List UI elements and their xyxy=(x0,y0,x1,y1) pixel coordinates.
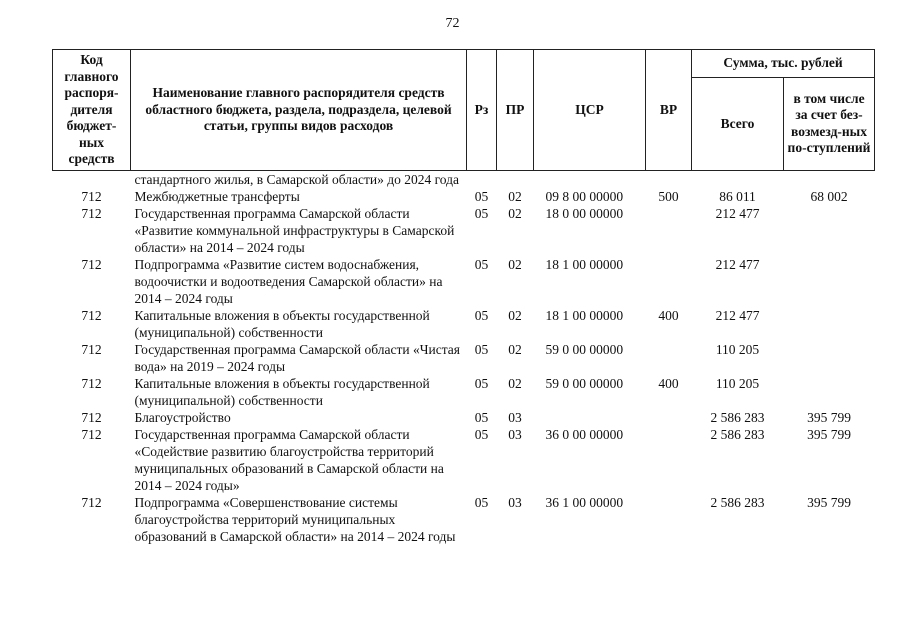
cell-rz: 05 xyxy=(474,341,489,357)
cell-grants xyxy=(784,256,875,307)
cell-grants: 395 799 xyxy=(807,426,851,442)
cell-code: 712 xyxy=(81,307,102,323)
table-row xyxy=(53,188,875,205)
cell-rz: 05 xyxy=(474,426,489,442)
header-csr: ЦСР xyxy=(534,50,646,171)
table-row xyxy=(53,426,875,494)
cell-rz: 05 xyxy=(474,256,489,272)
cell-csr: 36 1 00 00000 xyxy=(545,494,624,510)
cell-pr: 03 xyxy=(508,426,522,442)
cell-csr: 18 1 00 00000 xyxy=(545,256,624,272)
cell-grants xyxy=(784,341,875,375)
header-pr: ПР xyxy=(497,50,534,171)
cell-rz: 05 xyxy=(474,205,489,221)
cell-pr: 02 xyxy=(508,341,522,357)
cell-pr xyxy=(497,170,534,188)
cell-pr: 03 xyxy=(508,494,522,510)
cell-vr xyxy=(646,426,692,494)
cell-code: 712 xyxy=(81,375,102,391)
cell-rz: 05 xyxy=(474,188,489,204)
header-code: Код главного распоря-дителя бюджет-ных средств xyxy=(53,50,131,171)
cell-code xyxy=(53,170,131,188)
header-sum-group: Сумма, тыс. рублей xyxy=(692,50,875,78)
header-vr: ВР xyxy=(646,50,692,171)
cell-name: Капитальные вложения в объекты государственной (муниципальной) собственности xyxy=(134,307,430,340)
cell-total: 110 205 xyxy=(715,375,760,391)
cell-grants xyxy=(784,375,875,409)
cell-name: Подпрограмма «Развитие систем водоснабжения, водоочистки и водоотведения Самарской области» на 2014 – 2024 годы xyxy=(134,256,443,306)
cell-total: 212 477 xyxy=(715,205,760,221)
header-total: Всего xyxy=(692,78,784,171)
cell-grants: 395 799 xyxy=(807,409,851,425)
cell-csr: 18 1 00 00000 xyxy=(545,307,624,323)
table-row xyxy=(53,256,875,307)
cell-csr: 59 0 00 00000 xyxy=(545,375,624,391)
cell-total: 110 205 xyxy=(715,341,760,357)
cell-grants xyxy=(784,170,875,188)
cell-csr xyxy=(534,170,646,188)
table-row xyxy=(53,341,875,375)
cell-csr: 36 0 00 00000 xyxy=(545,426,624,442)
cell-name: стандартного жилья, в Самарской области» до 2024 года xyxy=(134,171,460,187)
cell-vr xyxy=(646,341,692,375)
table-row xyxy=(53,375,875,409)
cell-code: 712 xyxy=(81,494,102,510)
cell-total: 212 477 xyxy=(715,307,760,323)
cell-rz: 05 xyxy=(474,409,489,425)
cell-csr: 09 8 00 00000 xyxy=(545,188,624,204)
cell-total: 2 586 283 xyxy=(710,409,765,425)
cell-vr xyxy=(646,170,692,188)
header-rz: Рз xyxy=(467,50,497,171)
cell-csr xyxy=(534,409,646,426)
cell-name: Государственная программа Самарской области «Содействие развитию благоустройства территорий муниципальных образований в Самарской области на 2014 – 2024 годы» xyxy=(134,426,444,493)
cell-total: 2 586 283 xyxy=(710,426,765,442)
cell-vr xyxy=(646,205,692,256)
cell-code: 712 xyxy=(81,188,102,204)
cell-vr: 500 xyxy=(658,188,679,204)
cell-rz: 05 xyxy=(474,307,489,323)
cell-name: Государственная программа Самарской области «Развитие коммунальной инфраструктуры в Самарской области» на 2014 – 2024 годы xyxy=(134,205,455,255)
cell-name: Государственная программа Самарской области «Чистая вода» на 2019 – 2024 годы xyxy=(134,341,461,374)
table-row xyxy=(53,307,875,341)
header-name: Наименование главного распорядителя средств областного бюджета, раздела, подраздела, целевой статьи, группы видов расходов xyxy=(131,50,467,171)
cell-name: Подпрограмма «Совершенствование системы благоустройства территорий муниципальных образований в Самарской области» на 2014 – 2024 годы xyxy=(134,494,456,544)
budget-table xyxy=(52,49,875,545)
cell-total: 2 586 283 xyxy=(710,494,765,510)
page-number: 72 xyxy=(445,16,460,31)
table-header xyxy=(53,50,875,171)
table-row xyxy=(53,409,875,426)
cell-pr: 02 xyxy=(508,375,522,391)
table-row xyxy=(53,205,875,256)
cell-grants: 68 002 xyxy=(810,188,848,204)
cell-name: Капитальные вложения в объекты государственной (муниципальной) собственности xyxy=(134,375,430,408)
table-body xyxy=(53,170,875,545)
cell-vr xyxy=(646,256,692,307)
cell-rz: 05 xyxy=(474,375,489,391)
table-row xyxy=(53,170,875,188)
cell-rz xyxy=(467,170,497,188)
header-grants: в том числе за счет без-возмезд-ных по-ступлений xyxy=(784,78,875,171)
cell-grants xyxy=(784,205,875,256)
cell-code: 712 xyxy=(81,256,102,272)
cell-name: Межбюджетные трансферты xyxy=(134,188,300,204)
cell-pr: 02 xyxy=(508,307,522,323)
cell-pr: 02 xyxy=(508,256,522,272)
cell-vr xyxy=(646,409,692,426)
cell-vr xyxy=(646,494,692,545)
cell-total: 86 011 xyxy=(719,188,756,204)
cell-code: 712 xyxy=(81,426,102,442)
cell-csr: 18 0 00 00000 xyxy=(545,205,624,221)
cell-code: 712 xyxy=(81,409,102,425)
cell-pr: 02 xyxy=(508,205,522,221)
cell-name: Благоустройство xyxy=(134,409,231,425)
cell-vr: 400 xyxy=(658,375,679,391)
cell-code: 712 xyxy=(81,341,102,357)
cell-code: 712 xyxy=(81,205,102,221)
cell-rz: 05 xyxy=(474,494,489,510)
cell-total: 212 477 xyxy=(715,256,760,272)
cell-grants xyxy=(784,307,875,341)
cell-pr: 02 xyxy=(508,188,522,204)
table-row xyxy=(53,494,875,545)
cell-total xyxy=(692,170,784,188)
cell-csr: 59 0 00 00000 xyxy=(545,341,624,357)
cell-pr: 03 xyxy=(508,409,522,425)
cell-grants: 395 799 xyxy=(807,494,851,510)
cell-vr: 400 xyxy=(658,307,679,323)
